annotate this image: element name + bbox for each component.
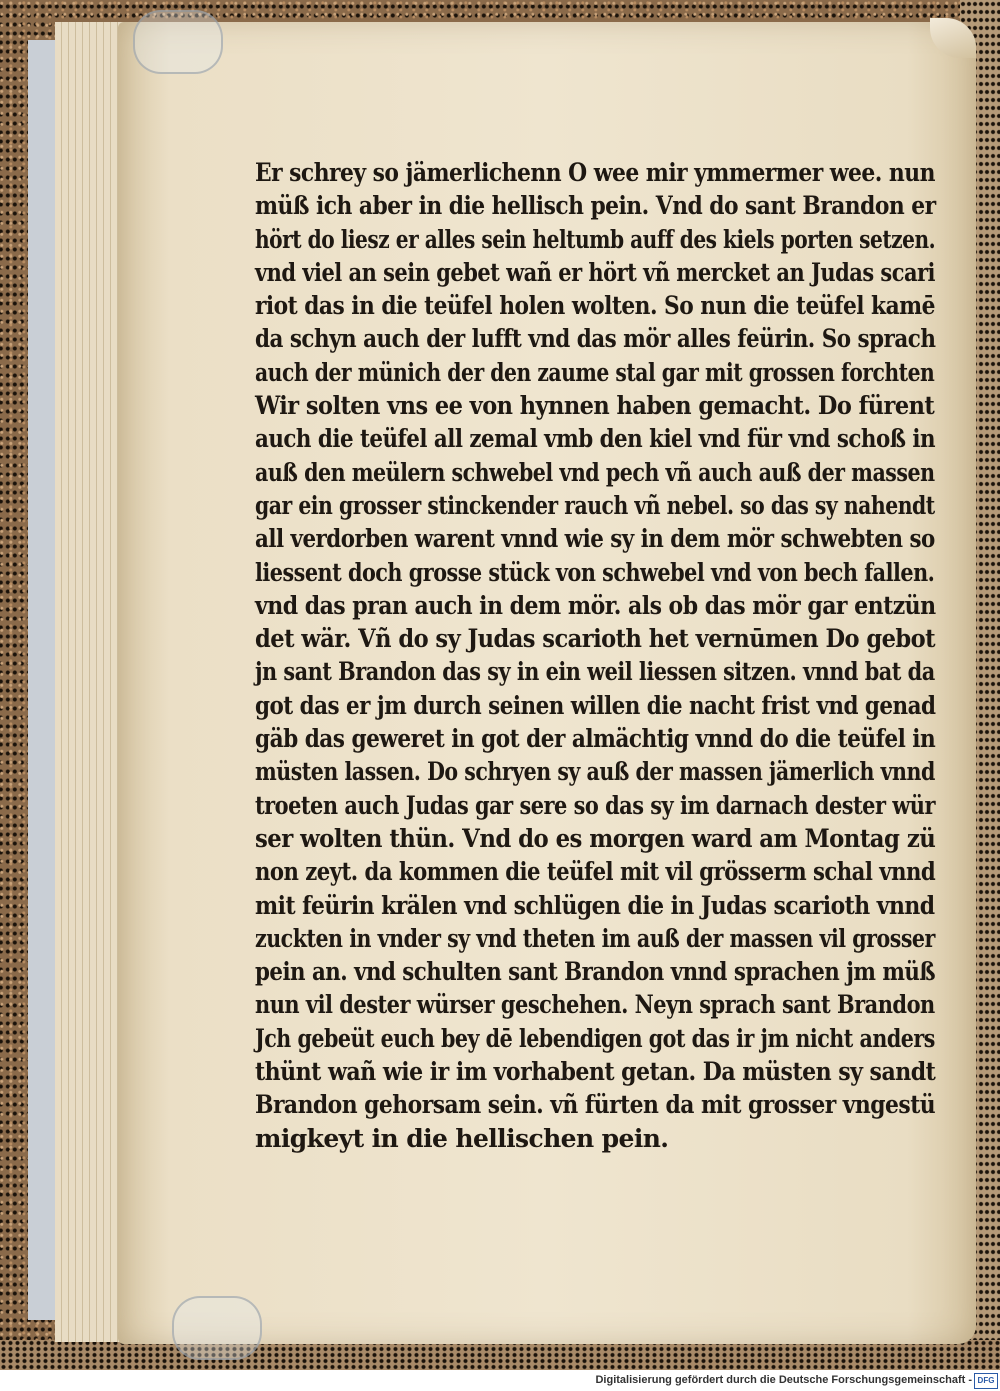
funding-credit: Digitalisierung gefördert durch die Deutsche Forschungsgemeinschaft - (595, 1374, 972, 1386)
text-line: müß ich aber in die hellisch pein. Vnd do sant Brandon er (255, 191, 936, 221)
text-line: nun vil dester würser geschehen. Neyn sprach sant Brandon (255, 990, 935, 1020)
text-line: auch der münich der den zaume stal gar mit grossen forchten (255, 357, 935, 387)
text-line: all verdorben warent vnnd wie sy in dem mör schwebten so (255, 524, 935, 554)
text-line: auch die teüfel all zemal vmb den kiel vnd für vnd schoß in (255, 424, 936, 454)
page-clip-top (133, 10, 223, 74)
text-line: pein an. vnd schulten sant Brandon vnnd sprachen jm müß (255, 957, 936, 987)
dfg-logo: DFG (974, 1373, 998, 1389)
printed-text-block (255, 156, 935, 1155)
text-line: ser wolten thün. Vnd do es morgen ward am Montag zü (255, 823, 936, 853)
footer-bar (0, 1370, 1000, 1391)
text-line: non zeyt. da kommen die teüfel mit vil grösserm schal vnnd (255, 857, 936, 887)
text-line: gäb das geweret in got der almächtig vnnd do die teüfel in (255, 724, 936, 754)
text-line: migkeyt in die hellischen pein. (255, 1123, 669, 1153)
text-line: hört do liesz er alles sein heltumb auff des kiels porten setzen. (255, 224, 936, 254)
text-line: Brandon gehorsam sein. vñ fürten da mit grosser vngestü (255, 1090, 936, 1120)
text-line: vnd viel an sein gebet wañ er hört vñ mercket an Judas scari (255, 257, 936, 287)
text-line: Er schrey so jämerlichenn O wee mir ymmermer wee. nun (255, 158, 935, 187)
text-line: jn sant Brandon das sy in ein weil liessen sitzen. vnnd bat da (255, 657, 935, 687)
text-line: troeten auch Judas gar sere so das sy im darnach dester wür (255, 790, 935, 820)
text-line: Jch gebeüt euch bey dē lebendigen got das ir jm nicht anders (255, 1023, 935, 1053)
text-line: riot das in die teüfel holen wolten. So nun die teüfel kamē (255, 291, 935, 321)
text-line: müsten lassen. Do schryen sy auß der massen jämerlich vnnd (255, 757, 935, 787)
text-line: mit feürin krälen vnd schlügen die in Judas scarioth vnnd (255, 890, 935, 920)
text-line: auß den meülern schwebel vnd pech vñ auch auß der massen (255, 457, 935, 487)
text-line: got das er jm durch seinen willen die nacht frist vnd genad (255, 690, 936, 720)
text-line: liessent doch grosse stück von schwebel vnd von bech fallen. (255, 557, 935, 587)
text-line: da schyn auch der lufft vnd das mör alles feürin. So sprach (255, 324, 936, 354)
text-line: gar ein grosser stinckender rauch vñ nebel. so das sy nahendt (255, 490, 935, 520)
text-line: det wär. Vñ do sy Judas scarioth het vernūmen Do gebot (255, 624, 936, 654)
page-clip-bottom (172, 1296, 262, 1360)
text-line: zuckten in vnder sy vnd theten im auß der massen vil grosser (255, 923, 935, 953)
text-line: Wir solten vns ee von hynnen haben gemacht. Do fürent (255, 391, 935, 421)
binding-board-bottom (0, 1340, 1000, 1370)
text-line: thünt wañ wie ir im vorhabent getan. Da müsten sy sandt (255, 1057, 936, 1087)
text-line: vnd das pran auch in dem mör. als ob das mör gar entzün (255, 590, 936, 620)
